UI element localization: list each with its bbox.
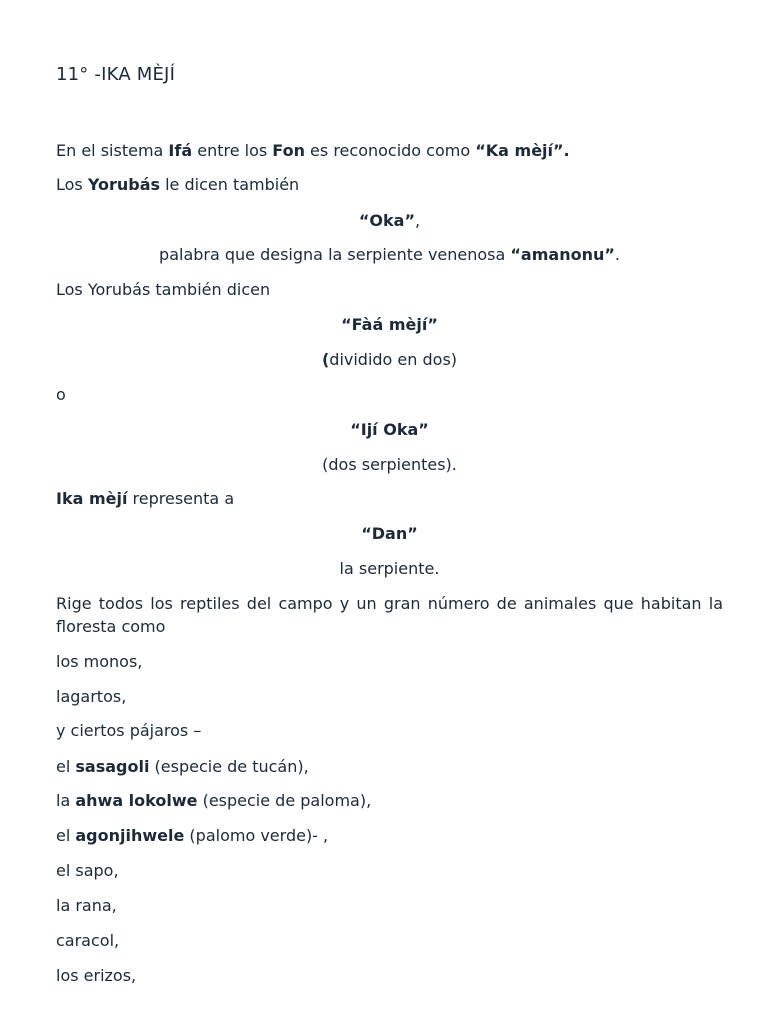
text: . <box>614 245 620 264</box>
paragraph-la-serpiente: la serpiente. <box>339 559 440 578</box>
bold-term-yorubas: Yorubás <box>87 175 161 194</box>
text: palabra que designa la serpiente venenosa <box>159 245 511 264</box>
bold-term-fon: Fon <box>272 141 305 160</box>
bold-term-ahwa-lokolwe: ahwa lokolwe <box>75 791 198 810</box>
text: dividido en dos) <box>329 350 458 369</box>
bold-term-agonjihwele: agonjihwele <box>75 826 185 845</box>
paragraph-oka <box>56 211 723 231</box>
list-item <box>56 826 723 846</box>
list-item: los erizos, <box>56 966 137 985</box>
list-item <box>56 757 723 777</box>
text: representa a <box>127 489 235 508</box>
bold-term-dan <box>56 524 723 544</box>
paragraph-serpiente-venenosa <box>56 245 723 265</box>
text: , <box>414 211 421 230</box>
paragraph-o: o <box>56 385 66 404</box>
list-item <box>56 791 723 811</box>
text: entre los <box>192 141 273 160</box>
paragraph-rige-reptiles: Rige todos los reptiles del campo y un gran número de animales que habitan la floresta como <box>56 594 723 636</box>
text: Los <box>56 175 88 194</box>
paragraph-fon-system <box>56 141 723 161</box>
bold-text: “Dan” <box>361 524 418 543</box>
paragraph-yorubas <box>56 175 723 195</box>
text: (especie de tucán), <box>149 757 309 776</box>
list-item: los monos, <box>56 652 143 671</box>
bold-term-oka: “Oka” <box>358 211 415 230</box>
bold-term-faa-meji <box>56 315 723 335</box>
list-item: lagartos, <box>56 687 127 706</box>
text: la <box>56 791 76 810</box>
bold-text: “Ijí Oka” <box>350 420 429 439</box>
text: el <box>56 826 76 845</box>
paragraph-dos-serpientes: (dos serpientes). <box>322 455 457 474</box>
text: (especie de paloma), <box>197 791 372 810</box>
list-item: el sapo, <box>56 861 119 880</box>
list-item: caracol, <box>56 931 120 950</box>
list-item: y ciertos pájaros – <box>56 721 202 740</box>
paragraph-dividido <box>56 350 723 370</box>
text: En el sistema <box>56 141 169 160</box>
bold-term-iji-oka <box>56 420 723 440</box>
paragraph-ika-meji <box>56 489 723 509</box>
list-item: la rana, <box>56 896 117 915</box>
bold-term-ka-meji: “Ka mèjí”. <box>475 141 570 160</box>
bold-term-amanonu: “amanonu” <box>510 245 615 264</box>
bold-text: “Fàá mèjí” <box>341 315 438 334</box>
bold-paren: ( <box>321 350 330 369</box>
bold-term-ika-meji: Ika mèjí <box>56 489 128 508</box>
paragraph-yorubas-tambien: Los Yorubás también dicen <box>56 280 271 299</box>
text: es reconocido como <box>304 141 476 160</box>
text: le dicen también <box>160 175 300 194</box>
text: el <box>56 757 76 776</box>
bold-term-ifa: Ifá <box>168 141 193 160</box>
bold-term-sasagoli: sasagoli <box>75 757 150 776</box>
text: (palomo verde)- , <box>184 826 329 845</box>
page-title: 11° -IKA MÈJÍ <box>56 64 176 85</box>
